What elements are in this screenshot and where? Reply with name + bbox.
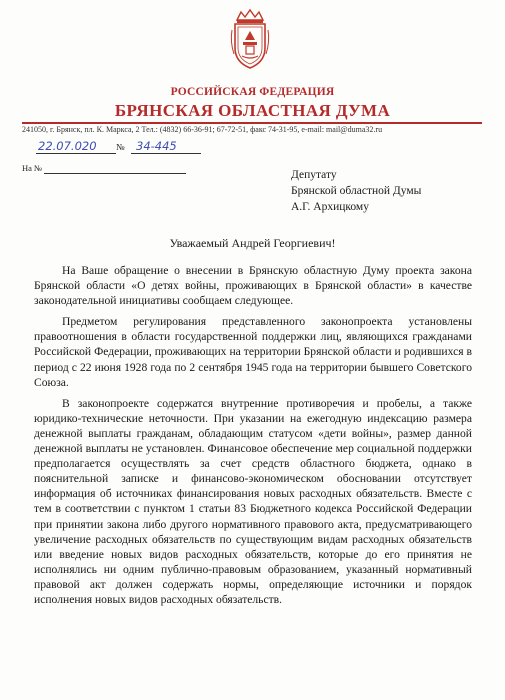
letterhead-organization: БРЯНСКАЯ ОБЛАСТНАЯ ДУМА (114, 101, 391, 120)
body-paragraph: На Ваше обращение о внесении в Брянскую областную Думу проекта закона Брянской области «О детях войны, проживающих в Брянской области» в качестве законодательной инициативы сообщаем следующее. (34, 264, 472, 308)
registration-number-line (131, 153, 201, 154)
addressee-line: А.Г. Архицкому (291, 201, 369, 213)
letter-body (34, 263, 472, 607)
letterhead-country: РОССИЙСКАЯ ФЕДЕРАЦИЯ (170, 86, 335, 98)
registration-date: 22.07.020 (38, 139, 97, 153)
addressee-line: Брянской областной Думы (291, 185, 422, 197)
reference-line (44, 173, 186, 174)
letterhead-divider (22, 122, 482, 124)
letterhead-address: 241050, г. Брянск, пл. К. Маркса, 2 Тел.: (4832) 66-36-91; 67-72-51, факс 74-31-95, e-mail: mail@duma32.ru (22, 125, 383, 134)
addressee-line: Депутату (291, 169, 337, 181)
addressee-block (291, 167, 491, 215)
body-paragraph: Предметом регулирования представленного законопроекта установлены правоотношения в области государственной поддержки лиц, являющихся гражданами Российской Федерации, проживающих на территории Брянской области и родившихся в период с 22 июня 1928 года по 2 сентября 1945 года на территории бывшего Советского Союза. (34, 315, 472, 389)
coat-of-arms-icon (229, 8, 271, 74)
registration-date-line (36, 153, 116, 154)
reference-label: На № (22, 163, 43, 173)
registration-number-label: № (116, 142, 125, 152)
salutation: Уважаемый Андрей Георгиевич! (169, 236, 336, 250)
body-paragraph: В законопроекте содержатся внутренние противоречия и пробелы, а также юридико-технические неточности. При указании на ежегодную индексацию размера денежной выплаты гражданам, обладающим статусом «дети войны», размер данной денежной выплаты не установлен. Финансовое обеспечение мер социальной поддержки предполагается осуществлять за счет средств областного бюджета, однако в пояснительной записке и финансово-экономическом обосновании отсутствует информация об источниках финансирования новых расходных обязательств. Вместе с тем в соответствии с пунктом 1 статьи 83 Бюджетного кодекса Российской Федерации при принятии закона либо другого нормативного правового акта, предусматривающего увеличение расходных обязательств по существующим видам расходных обязательств или введение новых видов расходных обязательств, которые до его принятия не исполнялись ни одним публично-правовым образованием, указанный нормативный правовой акт должен содержать нормы, определяющие источники и порядок исполнения новых видов расходных обязательств. (34, 396, 472, 606)
registration-number: 34-445 (136, 139, 177, 153)
